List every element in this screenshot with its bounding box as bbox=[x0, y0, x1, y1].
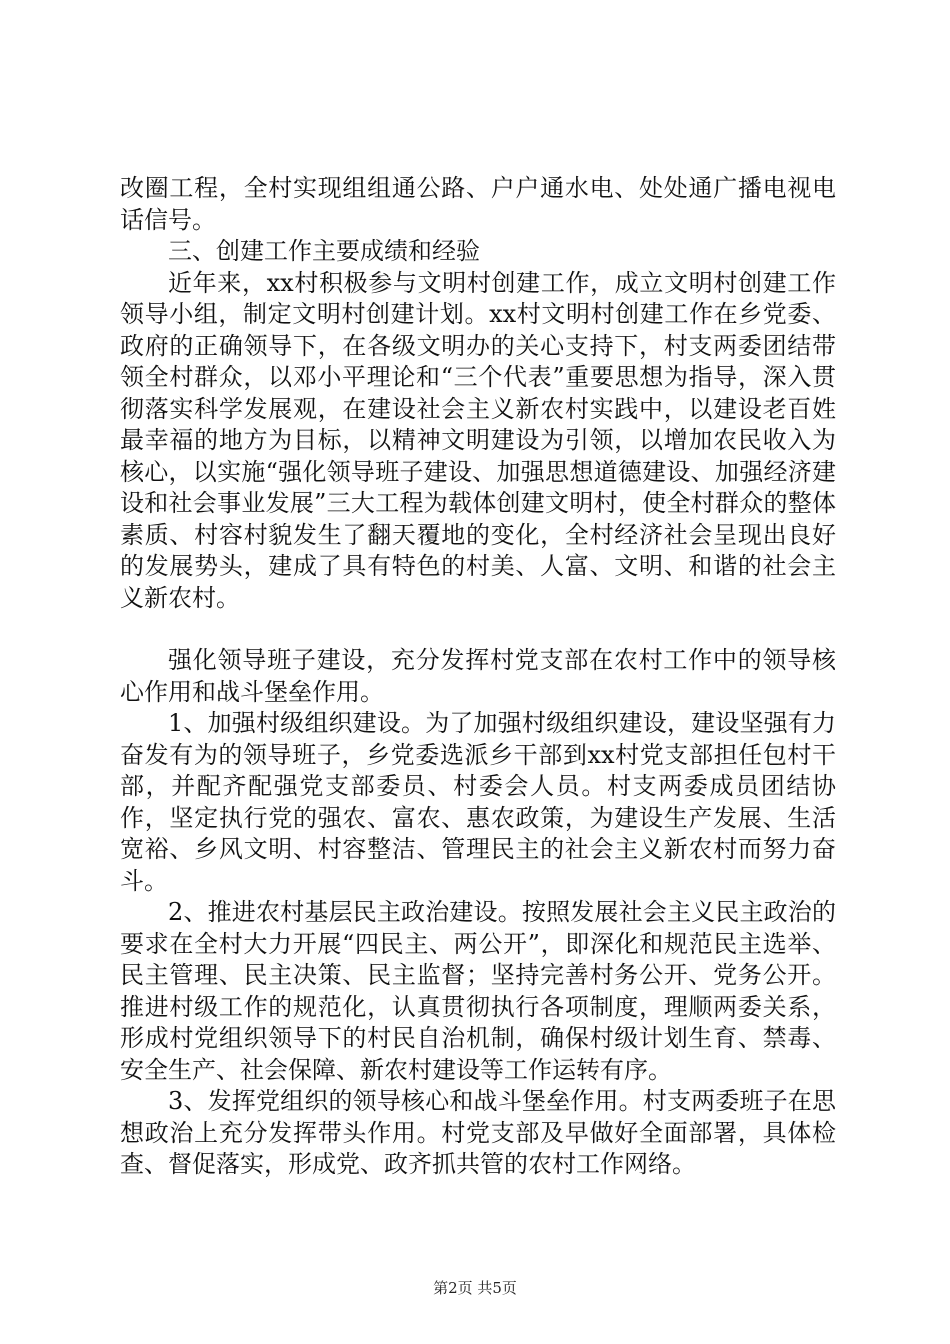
paragraph-item-1: 1、加强村级组织建设。为了加强村级组织建设，建设坚强有力奋发有为的领导班子，乡党委选派乡干部到xx村党支部担任包村干部，并配齐配强党支部委员、村委会人员。村支两委成员团结协作，坚定执行党的强农、富农、惠农政策，为建设生产发展、生活宽裕、乡风文明、村容整洁、管理民主的社会主义新农村而努力奋斗。 bbox=[120, 709, 836, 895]
paragraph-item-3: 3、发挥党组织的领导核心和战斗堡垒作用。村支两委班子在思想政治上充分发挥带头作用。村党支部及早做好全面部署，具体检查、督促落实，形成党、政齐抓共管的农村工作网络。 bbox=[120, 1087, 836, 1178]
paragraph-item-2: 2、推进农村基层民主政治建设。按照发展社会主义民主政治的要求在全村大力开展“四民主、两公开”，即深化和规范民主选举、民主管理、民主决策、民主监督；坚持完善村务公开、党务公开。推进村级工作的规范化，认真贯彻执行各项制度，理顺两委关系，形成村党组织领导下的村民自治机制，确保村级计划生育、禁毒、安全生产、社会保障、新农村建设等工作运转有序。 bbox=[120, 898, 836, 1084]
paragraph-subheading: 强化领导班子建设，充分发挥村党支部在农村工作中的领导核心作用和战斗堡垒作用。 bbox=[120, 646, 836, 706]
document-body bbox=[120, 173, 836, 1181]
page-footer: 第2页 共5页 bbox=[433, 1279, 517, 1297]
paragraph-continuation: 改圈工程，全村实现组组通公路、户户通水电、处处通广播电视电话信号。 bbox=[120, 174, 836, 234]
paragraph-intro: 近年来，xx村积极参与文明村创建工作，成立文明村创建工作领导小组，制定文明村创建计划。xx村文明村创建工作在乡党委、政府的正确领导下，在各级文明办的关心支持下，村支两委团结带领全村群众，以邓小平理论和“三个代表”重要思想为指导，深入贯彻落实科学发展观，在建设社会主义新农村实践中，以建设老百姓最幸福的地方为目标，以精神文明建设为引领，以增加农民收入为核心，以实施“强化领导班子建设、加强思想道德建设、加强经济建设和社会事业发展”三大工程为载体创建文明村，使全村群众的整体素质、村容村貌发生了翻天覆地的变化，全村经济社会呈现出良好的发展势头，建成了具有特色的村美、人富、文明、和谐的社会主义新农村。 bbox=[120, 268, 836, 612]
section-heading: 三、创建工作主要成绩和经验 bbox=[168, 237, 480, 265]
